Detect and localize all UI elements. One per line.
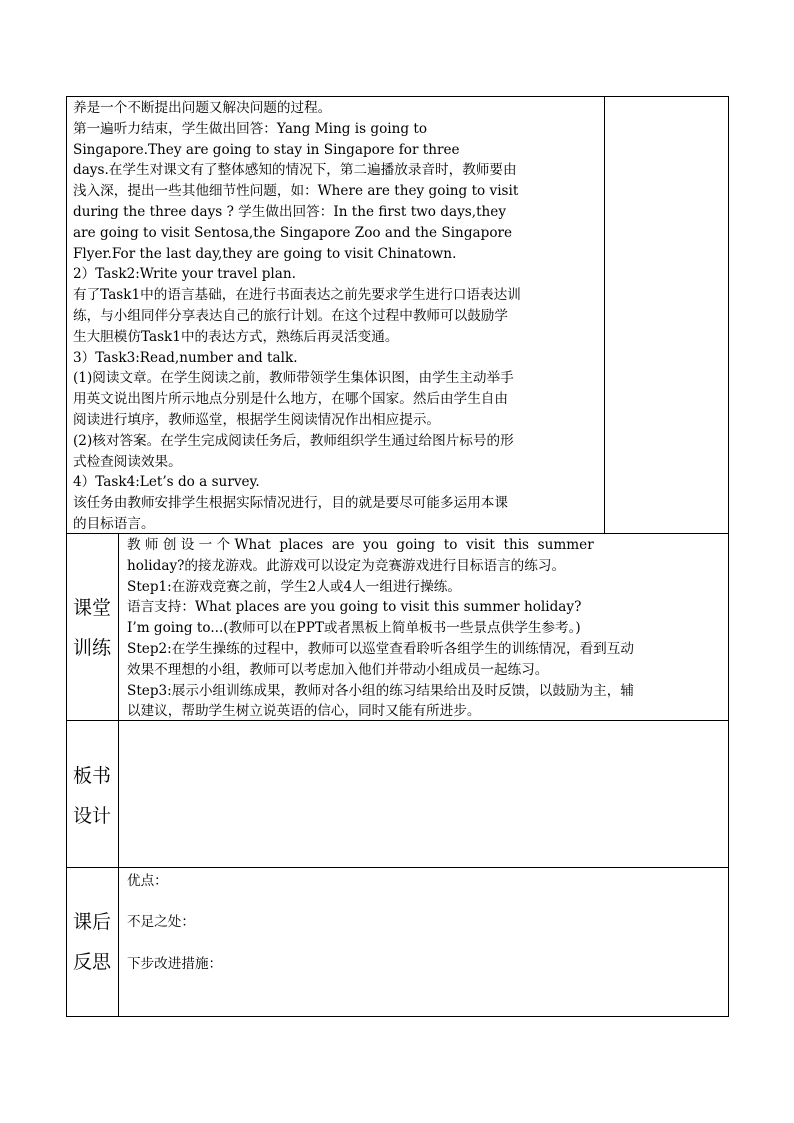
blackboard-design-label	[66, 756, 118, 836]
text-line: during the three days ? 学生做出回答：In the first two days,they	[73, 203, 507, 220]
label-line: 课堂	[72, 597, 111, 619]
text-line: (1)阅读文章。在学生阅读之前，教师带领学生集体识图，由学生主动举手	[73, 370, 514, 387]
text-line: are going to visit Sentosa,the Singapore Zoo and the Singapore	[73, 224, 513, 241]
text-line: 语言支持：What places are you going to visit this summer holiday?	[127, 599, 582, 616]
reflection-improvements	[127, 954, 222, 975]
reflection-item: 优点：	[127, 873, 168, 889]
table-left-border	[66, 96, 67, 1017]
text-line: I’m going to...(教师可以在PPT或者黑板上简单板书一些景点供学生参考。)	[127, 620, 581, 637]
text-line: holiday?的接龙游戏。此游戏可以设定为竞赛游戏进行目标语言的练习。	[127, 557, 566, 574]
text-line: Step2:在学生操练的过程中，教师可以巡堂查看聆听各组学生的训练情况，看到互动	[127, 640, 634, 657]
text-line: (2)核对答案。在学生完成阅读任务后，教师组织学生通过给图片标号的形	[73, 432, 514, 449]
text-line: 第一遍听力结束，学生做出回答：Yang Ming is going to	[73, 120, 428, 137]
reflection-weaknesses	[127, 912, 195, 933]
table-right-border	[728, 96, 729, 1017]
text-line: 教 师 创 设 一 个 What places are you going to visit this summer	[127, 537, 594, 553]
label-line: 反思	[72, 951, 111, 973]
teaching-process-text	[73, 98, 601, 535]
text-line: 阅读进行填序，教师巡堂，根据学生阅读情况作出相应提示。	[73, 411, 441, 428]
classroom-training-text	[127, 535, 723, 722]
row-divider-3	[66, 867, 729, 868]
text-line: 以建议，帮助学生树立说英语的信心，同时又能有所进步。	[127, 703, 481, 720]
text-line: Step1:在游戏竞赛之前，学生2人或4人一组进行操练。	[127, 578, 461, 595]
label-line: 设计	[72, 805, 111, 827]
reflection-item: 下步改进措施：	[127, 956, 223, 972]
text-line: 效果不理想的小组，教师可以考虑加入他们并带动小组成员一起练习。	[127, 661, 549, 678]
table-bottom-border	[66, 1016, 729, 1017]
text-line: 该任务由教师安排学生根据实际情况进行，目的就是要尽可能多运用本课	[73, 495, 508, 512]
post-class-reflection-label	[66, 902, 118, 982]
text-line: Step3:展示小组训练成果，教师对各小组的练习结果给出及时反馈，以鼓励为主，辅	[127, 682, 634, 699]
text-line: Flyer.For the last day,they are going to visit Chinatown.	[73, 245, 457, 262]
reflection-item: 不足之处：	[127, 914, 195, 930]
text-line: 式检查阅读效果。	[73, 453, 182, 470]
label-line: 课后	[72, 911, 111, 933]
text-line: 的目标语言。	[73, 515, 155, 532]
section1-divider	[604, 96, 605, 534]
text-line: 用英文说出图片所示地点分别是什么地方，在哪个国家。然后由学生自由	[73, 391, 508, 408]
text-line: Singapore.They are going to stay in Singapore for three	[73, 141, 460, 158]
text-line: 3）Task3:Read,number and talk.	[73, 349, 298, 366]
reflection-strengths	[127, 871, 168, 892]
text-line: 2）Task2:Write your travel plan.	[73, 266, 296, 283]
label-line: 训练	[72, 637, 111, 659]
text-line: 4）Task4:Let’s do a survey.	[73, 474, 260, 491]
text-line: 养是一个不断提出问题又解决问题的过程。	[73, 100, 332, 116]
label-line: 板书	[72, 765, 111, 787]
table-top-border	[66, 96, 729, 97]
label-column-divider	[118, 533, 119, 1017]
text-line: 有了Task1中的语言基础，在进行书面表达之前先要求学生进行口语表达训	[73, 287, 521, 304]
text-line: 练，与小组同伴分享表达自己的旅行计划。在这个过程中教师可以鼓励学	[73, 307, 508, 324]
classroom-training-label	[66, 588, 118, 668]
text-line: 浅入深，提出一些其他细节性问题，如：Where are they going to visit	[73, 183, 519, 200]
text-line: days.在学生对课文有了整体感知的情况下，第二遍播放录音时，教师要由	[73, 162, 517, 179]
text-line: 生大胆模仿Task1中的表达方式，熟练后再灵活变通。	[73, 328, 399, 345]
